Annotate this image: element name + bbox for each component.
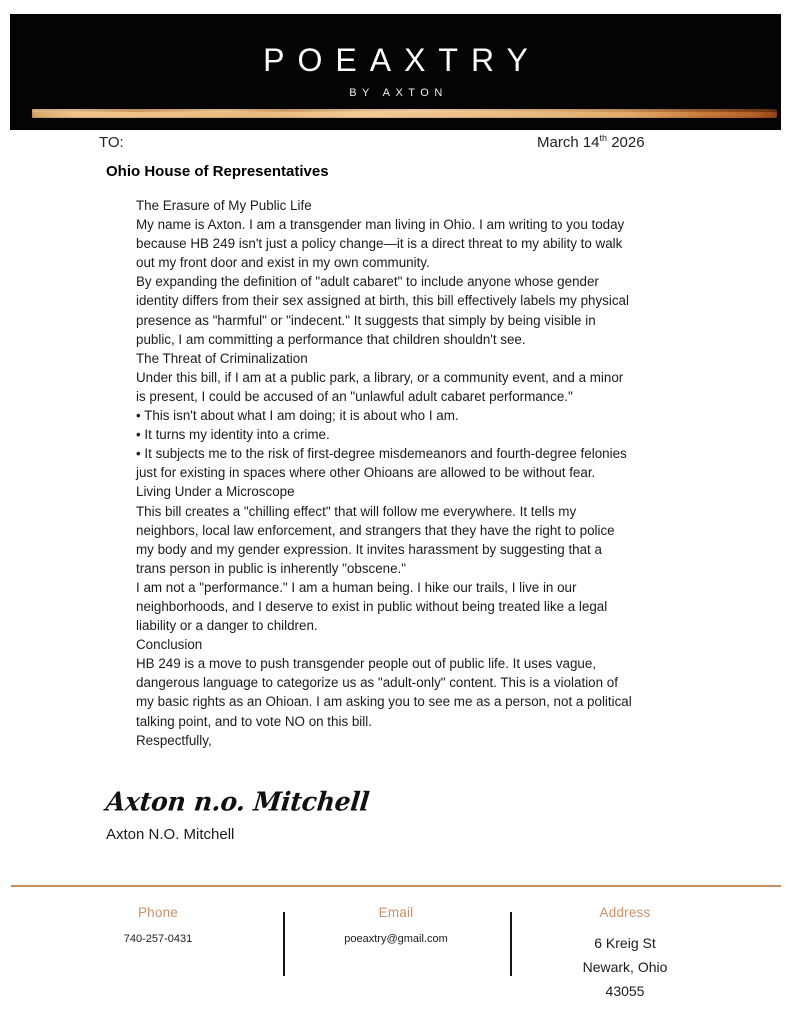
footer-address-heading: Address	[599, 905, 651, 920]
letter-paragraph: By expanding the definition of "adult cabaret" to include anyone whose gender identity differs from their sex assigned at birth, this bill effectively labels my physical presence as "harmful" or "indecent." It suggests that simply by being visible in public, I am committing a performance that children shouldn't see.	[136, 274, 629, 347]
brand-name: POEAXTRY	[263, 42, 541, 78]
printed-signature-name: Axton N.O. Mitchell	[106, 826, 235, 843]
footer-address-line-3: 43055	[605, 983, 645, 999]
letter-paragraph: • It turns my identity into a crime.	[136, 427, 330, 443]
letter-body	[136, 196, 632, 750]
footer-phone-heading: Phone	[137, 905, 179, 920]
letter-paragraph: I am not a "performance." I am a human being. I hike our trails, I live in our neighborhoods, and I deserve to exist in public without being treated like a legal liability or a danger to children.	[136, 579, 608, 634]
letter-paragraph: Respectfully,	[136, 732, 212, 748]
date-month-day: March 14	[537, 134, 600, 151]
letter-paragraph: Under this bill, if I am at a public park, a library, or a community event, and a minor is present, I could be accused of an "unlawful adult cabaret performance."	[136, 369, 624, 404]
footer	[0, 905, 791, 1015]
gold-brushstroke-divider	[32, 109, 777, 118]
handwritten-signature: Axton n.o. Mitchell	[104, 786, 371, 817]
letter-paragraph: The Threat of Criminalization	[136, 350, 308, 366]
brand-lockup	[10, 44, 781, 99]
footer-address-line-1: 6 Kreig St	[594, 935, 656, 951]
letter-paragraph: Conclusion	[136, 637, 203, 653]
footer-email-value[interactable]: poeaxtry@gmail.com	[344, 933, 448, 945]
footer-divider-rule	[11, 885, 781, 887]
letter-paragraph: The Erasure of My Public Life	[136, 198, 312, 213]
letter-paragraph: • It subjects me to the risk of first-degree misdemeanors and fourth-degree felonies just for existing in spaces where other Ohioans are allowed to be without fear.	[136, 446, 627, 481]
letter-date	[537, 134, 645, 151]
footer-vertical-divider-2	[510, 912, 512, 976]
footer-column-email	[315, 905, 477, 948]
letterhead-banner	[10, 14, 781, 130]
footer-column-phone	[78, 905, 238, 948]
footer-vertical-divider-1	[283, 912, 285, 976]
footer-address-line-2: Newark, Ohio	[582, 959, 668, 975]
to-label: TO:	[99, 134, 124, 151]
footer-email-heading: Email	[378, 905, 414, 920]
date-year: 2026	[607, 134, 645, 151]
letter-paragraph: This bill creates a "chilling effect" that will follow me everywhere. It tells my neighbors, local law enforcement, and strangers that they have the right to police my body and my gender expression. It invites harassment by suggesting that a trans person in public is inherently "obscene."	[136, 503, 615, 576]
letter-paragraph: My name is Axton. I am a transgender man living in Ohio. I am writing to you today because HB 249 isn't just a policy change—it is a direct threat to my ability to walk out my front door and exist in my own community.	[136, 217, 625, 271]
footer-column-address	[545, 905, 705, 1003]
letter-paragraph: HB 249 is a move to push transgender people out of public life. It uses vague, dangerous language to categorize us as "adult-only" content. This is a violation of my basic rights as an Ohioan. I am asking you to see me as a person, not a political talking point, and to vote NO on this bill.	[136, 656, 632, 729]
letter-meta-row	[0, 134, 791, 156]
brand-subtitle: BY AXTON	[349, 87, 448, 99]
footer-phone-value[interactable]: 740-257-0431	[123, 933, 193, 945]
letter-paragraph: • This isn't about what I am doing; it is about who I am.	[136, 408, 459, 424]
date-ordinal-suffix: th	[599, 133, 608, 143]
letter-paragraph: Living Under a Microscope	[136, 484, 295, 500]
recipient-name: Ohio House of Representatives	[106, 163, 329, 180]
